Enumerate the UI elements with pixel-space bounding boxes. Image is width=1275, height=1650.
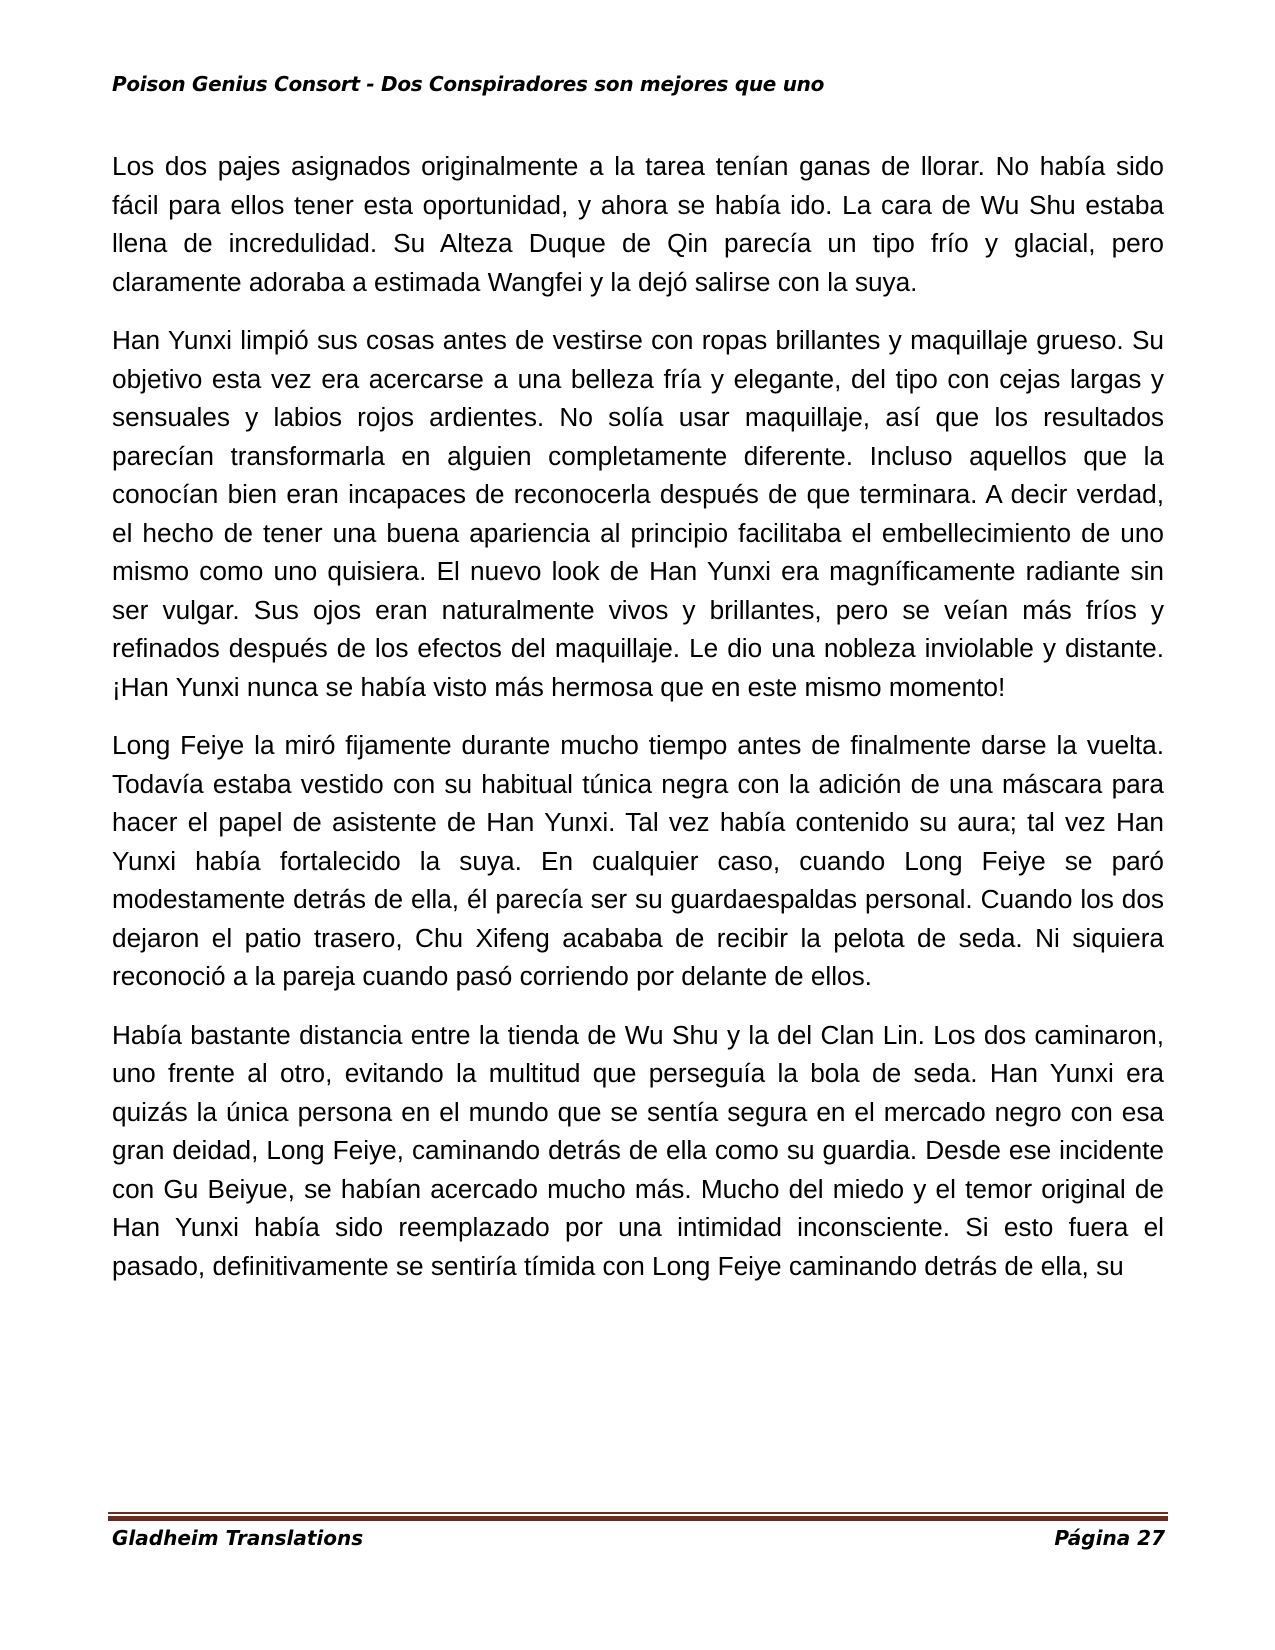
footer-page-number: Página 27	[1054, 1526, 1165, 1550]
footer-divider	[108, 1512, 1168, 1521]
footer-divider-thin-line	[108, 1512, 1168, 1514]
paragraph-3: Long Feiye la miró fijamente durante mucho tiempo antes de finalmente darse la vuelta. Todavía estaba vestido con su habitual túnica negra con la adición de una máscara para hacer el papel de asistente de Han Yunxi. Tal vez había contenido su aura; tal vez Han Yunxi había fortalecido la suya. En cualquier caso, cuando Long Feiye se paró modestamente detrás de ella, él parecía ser su guardaespaldas personal. Cuando los dos dejaron el patio trasero, Chu Xifeng acababa de recibir la pelota de seda. Ni siquiera reconoció a la pareja cuando pasó corriendo por delante de ellos.	[112, 730, 1164, 991]
running-header-title: Poison Genius Consort - Dos Conspiradores son mejores que uno	[112, 72, 825, 96]
paragraph-2: Han Yunxi limpió sus cosas antes de vestirse con ropas brillantes y maquillaje grueso. Su objetivo esta vez era acercarse a una belleza fría y elegante, del tipo con cejas largas y sensuales y labios rojos ardientes. No solía usar maquillaje, así que los resultados parecían transformarla en alguien completamente diferente. Incluso aquellos que la conocían bien eran incapaces de reconocerla después de que terminara. A decir verdad, el hecho de tener una buena apariencia al principio facilitaba el embellecimiento de uno mismo como uno quisiera. El nuevo look de Han Yunxi era magníficamente radiante sin ser vulgar. Sus ojos eran naturalmente vivos y brillantes, pero se veían más fríos y refinados después de los efectos del maquillaje. Le dio una nobleza inviolable y distante. ¡Han Yunxi nunca se había visto más hermosa que en este mismo momento!	[112, 325, 1164, 702]
footer-divider-thick-line	[108, 1516, 1168, 1521]
body-text	[112, 147, 1164, 1305]
paragraph-4: Había bastante distancia entre la tienda de Wu Shu y la del Clan Lin. Los dos caminaron, uno frente al otro, evitando la multitud que perseguía la bola de seda. Han Yunxi era quizás la única persona en el mundo que se sentía segura en el mercado negro con esa gran deidad, Long Feiye, caminando detrás de ella como su guardia. Desde ese incidente con Gu Beiyue, se habían acercado mucho más. Mucho del miedo y el temor original de Han Yunxi había sido reemplazado por una intimidad inconsciente. Si esto fuera el pasado, definitivamente se sentiría tímida con Long Feiye caminando detrás de ella, su	[112, 1019, 1164, 1281]
footer-translator-credit: Gladheim Translations	[112, 1526, 364, 1550]
paragraph-1: Los dos pajes asignados originalmente a la tarea tenían ganas de llorar. No había sido fácil para ellos tener esta oportunidad, y ahora se había ido. La cara de Wu Shu estaba llena de incredulidad. Su Alteza Duque de Qin parecía un tipo frío y glacial, pero claramente adoraba a estimada Wangfei y la dejó salirse con la suya.	[112, 151, 1164, 297]
